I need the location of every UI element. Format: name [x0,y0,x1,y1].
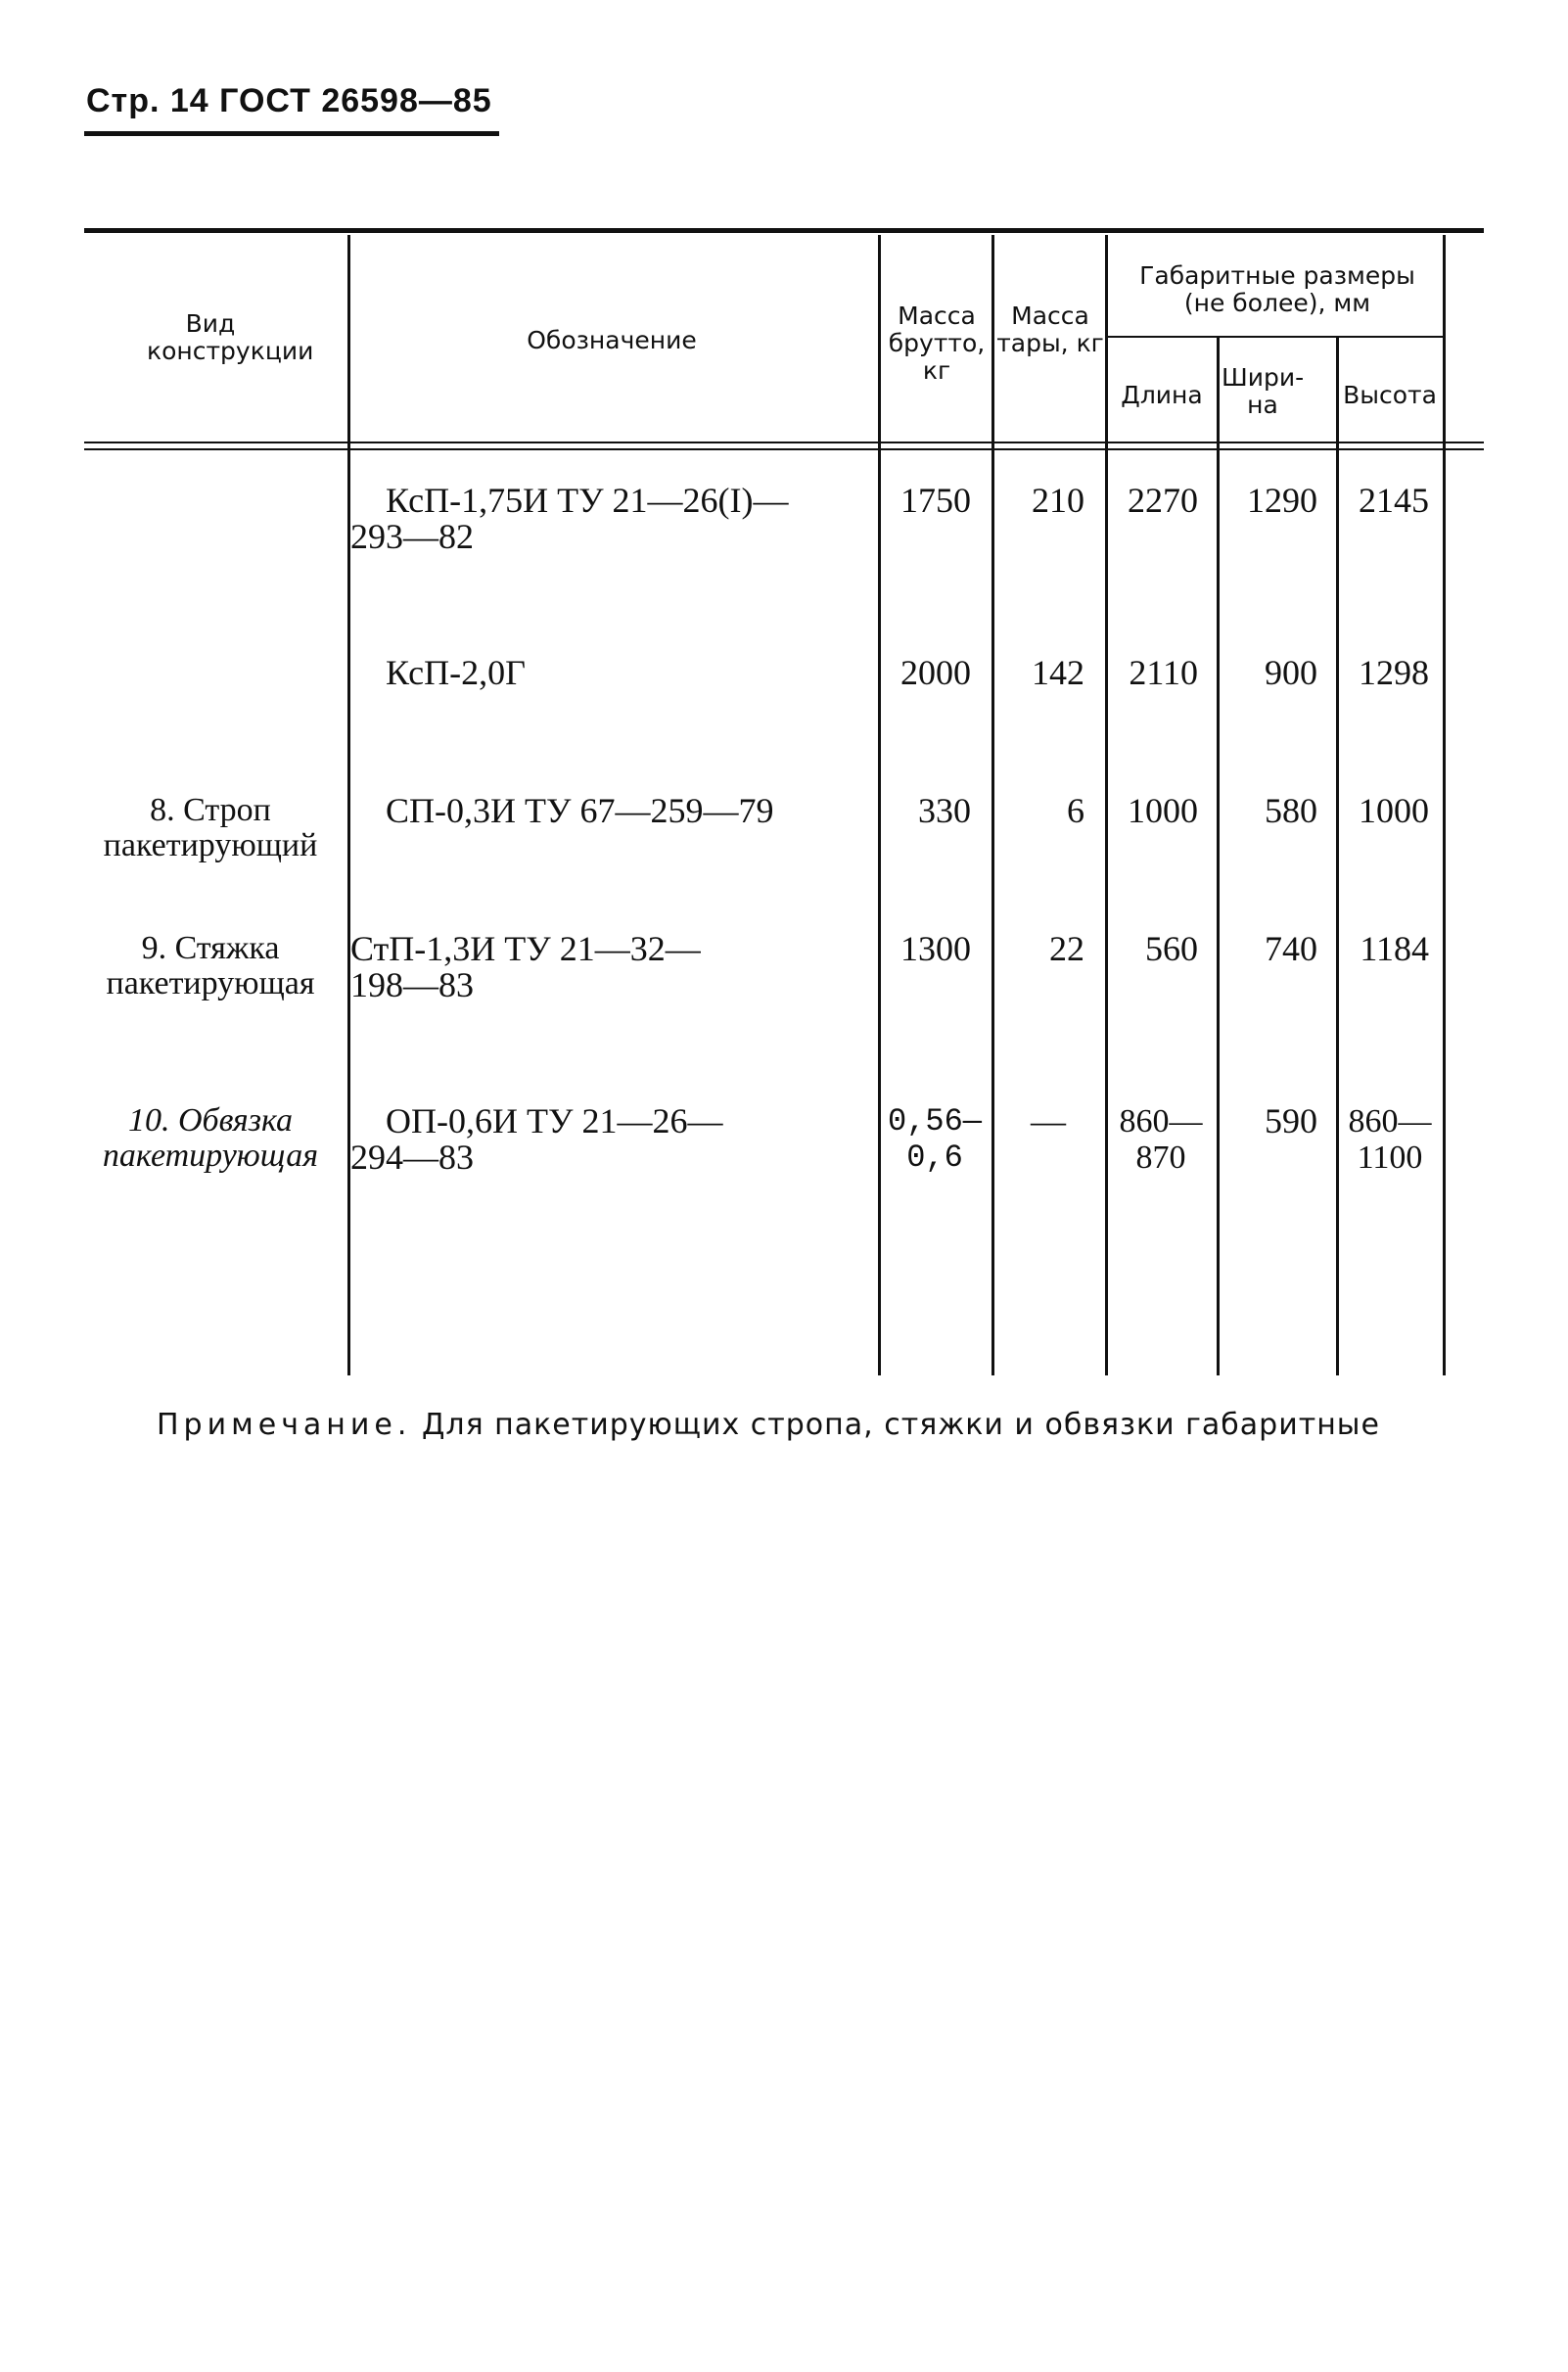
cell-width: 900 [1265,653,1317,692]
cell-height: 2145 [1359,481,1429,520]
cell-designation: КсП-2,0Г [386,653,526,692]
cell-height: 1184 [1360,929,1429,968]
cell-height: 860—1100 [1348,1103,1432,1176]
header-designation: Обозначение [527,326,697,354]
cell-length: 860—870 [1119,1103,1203,1176]
header-bottom-rule-2 [84,448,1484,450]
page-header: Стр. 14 ГОСТ 26598—85 [86,82,492,119]
cell-gross-mass: 2000 [900,653,971,692]
header-tare-mass: Масса тары, кг [996,302,1104,357]
cell-length: 2110 [1129,653,1198,692]
note-label: Примечание. [157,1408,412,1442]
cell-designation: ОП-0,6И ТУ 21—26—294—83 [350,1101,723,1177]
header-length: Длина [1121,381,1203,409]
header-rule [84,131,499,136]
cell-gross-mass: 330 [918,791,971,830]
column-divider [1443,235,1446,1375]
header-height: Высота [1343,381,1437,409]
cell-length: 1000 [1128,791,1198,830]
cell-tare-mass: 22 [1049,929,1084,968]
cell-designation: КсП-1,75И ТУ 21—26(I)—293—82 [350,481,789,556]
header-width: Шири-на [1222,363,1305,419]
table-top-rule [84,228,1484,233]
cell-tare-mass: 6 [1067,791,1084,830]
column-divider [347,235,350,1375]
cell-gross-mass: 0,56—0,6 [887,1103,982,1176]
cell-length: 560 [1145,929,1198,968]
cell-tare-mass: — [1031,1101,1066,1140]
dimensions-header-rule [1107,336,1445,338]
header-kind: Вид конструкции [147,309,314,365]
header-bottom-rule [84,442,1484,443]
cell-width: 580 [1265,791,1317,830]
cell-kind: 9. Стяжка пакетирующая [106,930,315,1001]
cell-width: 1290 [1247,481,1317,520]
cell-height: 1298 [1359,653,1429,692]
cell-width: 740 [1265,929,1317,968]
cell-gross-mass: 1750 [900,481,971,520]
cell-gross-mass: 1300 [900,929,971,968]
cell-kind: 10. Обвязка пакетирующая [102,1102,319,1174]
header-dimensions: Габаритные размеры (не более), мм [1139,261,1415,317]
header-gross-mass: Масса брутто, кг [888,302,986,385]
cell-width: 590 [1265,1101,1317,1140]
cell-kind: 8. Строп пакетирующий [103,792,318,863]
cell-designation: СП-0,3И ТУ 67—259—79 [386,791,774,830]
cell-height: 1000 [1359,791,1429,830]
note-text: Для пакетирующих стропа, стяжки и обвязки габаритные [421,1408,1380,1442]
cell-designation: СтП-1,3И ТУ 21—32—198—83 [350,929,701,1004]
cell-tare-mass: 210 [1032,481,1084,520]
table-note [157,1408,1380,1442]
cell-length: 2270 [1128,481,1198,520]
cell-tare-mass: 142 [1032,653,1084,692]
